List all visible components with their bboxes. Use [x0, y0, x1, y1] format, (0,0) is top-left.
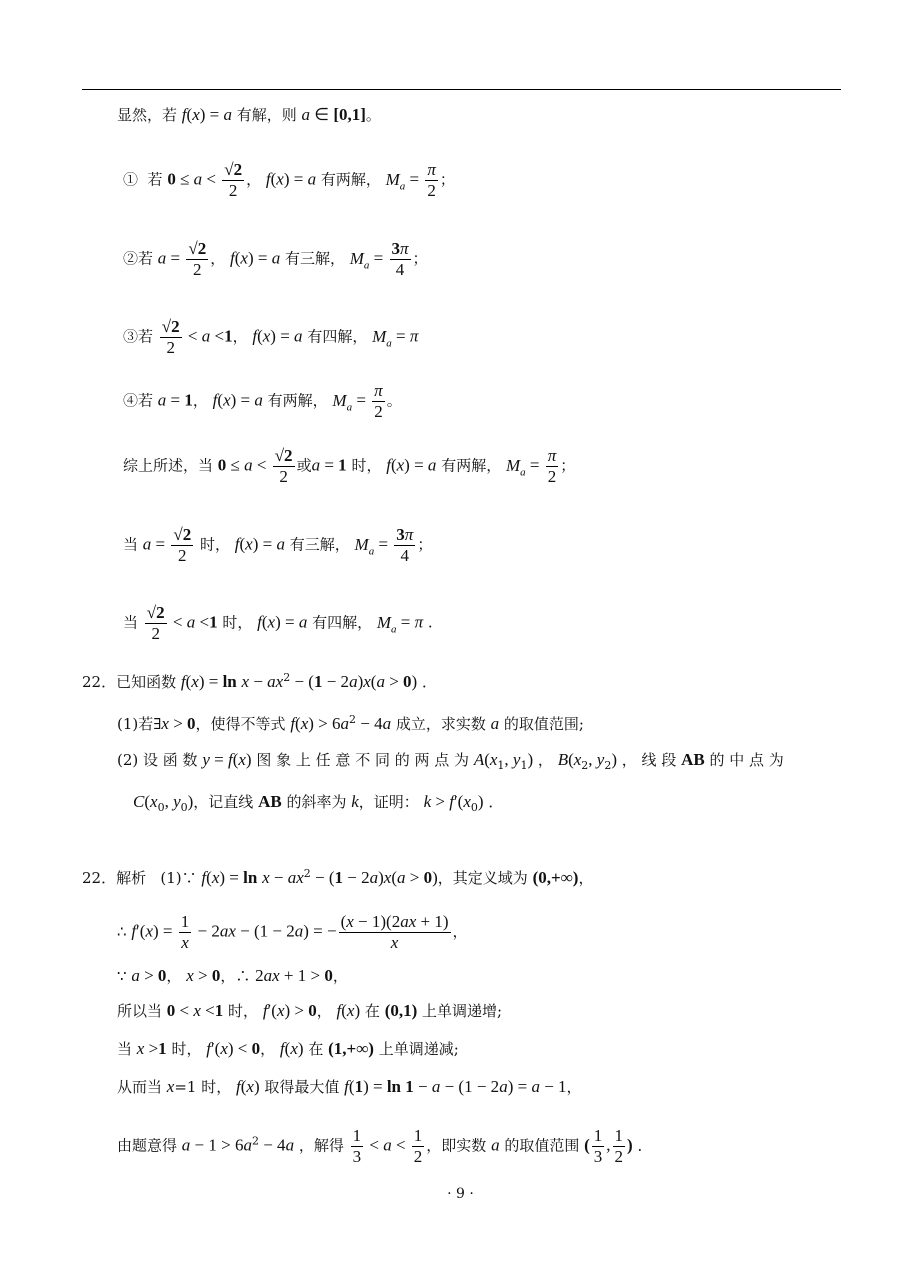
solution-line-7: 由题意得 $a - 1 > 6a^2 - 4a$ ，解得 $\frac{1}{3}$ < a < $\frac{1}{2}$ ，即实数 a 的取值范围 ( $\frac{1}{3}$ , $\frac{1}{2}$ ) ． [117, 1126, 653, 1166]
text-line-3: ②若 a = $\frac{√2}{2}$ ， f(x) = a 有三解， $M_a$ = $\frac{3\pi}{4}$ ； [123, 239, 428, 279]
solution-line-3: ∵ a > 0， x > 0，∴ 2ax + 1 > 0， [117, 966, 348, 985]
text-line-8: 当 $\frac{√2}{2}$ < a <1 时， f(x) = a 有四解， $M_a = \pi$ . [123, 603, 433, 643]
problem-22-part-1: (1)若∃x > 0，使得不等式 $f(x) > 6a^2 - 4a$ 成立，求实数 a 的取值范围; [117, 713, 584, 733]
problem-22-part-2-cont: $C(x_0$, $y_0$)，记直线 AB 的斜率为 k，证明： $k > f'(x_0)$ ． [133, 792, 504, 814]
solution-line-4: 所以当 0 < x <1 时， f′(x) > 0， f(x) 在 (0,1) 上单调递增; [117, 1001, 503, 1020]
problem-22-statement: 22．已知函数 $f(x) = \ln x - ax^2 - (1 - 2a)x(a > 0)$ ． [82, 671, 437, 691]
problem-22-part-2: (2) 设 函 数 y = f(x) 图 象 上 任 意 不 同 的 两 点 为 $A(x_1$, $y_1$) ， $B(x_2$, $y_2$) ， 线 段 AB 的 中 点 为 [117, 750, 784, 772]
solution-derivative: ∴ f′(x) = $\frac{1}{x}$ − 2ax − (1 − 2a) = − $\frac{(x - 1)(2ax + 1)}{x}$ ， [117, 912, 468, 952]
header-rule [82, 89, 841, 90]
page-number: · 9 · [447, 1186, 474, 1202]
text-line-6: 综上所述，当 0 ≤ a < $\frac{√2}{2}$ 或a = 1 时， f(x) = a 有两解， $M_a$ = $\frac{\pi}{2}$ ； [123, 446, 576, 486]
solution-line-6: 从而当 x=1 时， f(x) 取得最大值 f(1) = ln 1 − a − (1 − 2a) = a − 1， [117, 1077, 582, 1096]
text-line-4: ③若 $\frac{√2}{2}$ < a <1， f(x) = a 有四解， $M_a = \pi$ [123, 317, 419, 357]
solution-header: 22．解析 (1)∵ $f(x) = \ln x - ax^2 - (1 - 2a)x(a > 0)$，其定义域为 (0,+∞)， [82, 867, 594, 887]
text-line-5: ④若 a = 1， f(x) = a 有两解， $M_a$ = $\frac{\pi}{2}$ 。 [123, 381, 402, 421]
text-line-1: 显然，若 f(x) = a 有解，则 a ∈ [0,1]。 [117, 105, 381, 124]
text-line-2: ① 若 0 ≤ a < $\frac{√2}{2}$ ， f(x) = a 有两解， $M_a$ = $\frac{\pi}{2}$ ； [123, 160, 455, 200]
solution-line-5: 当 x >1 时， f′(x) < 0， f(x) 在 (1,+∞) 上单调递减; [117, 1039, 459, 1058]
text-line-7: 当 a = $\frac{√2}{2}$ 时， f(x) = a 有三解， $M_a$ = $\frac{3\pi}{4}$ ； [123, 525, 433, 565]
